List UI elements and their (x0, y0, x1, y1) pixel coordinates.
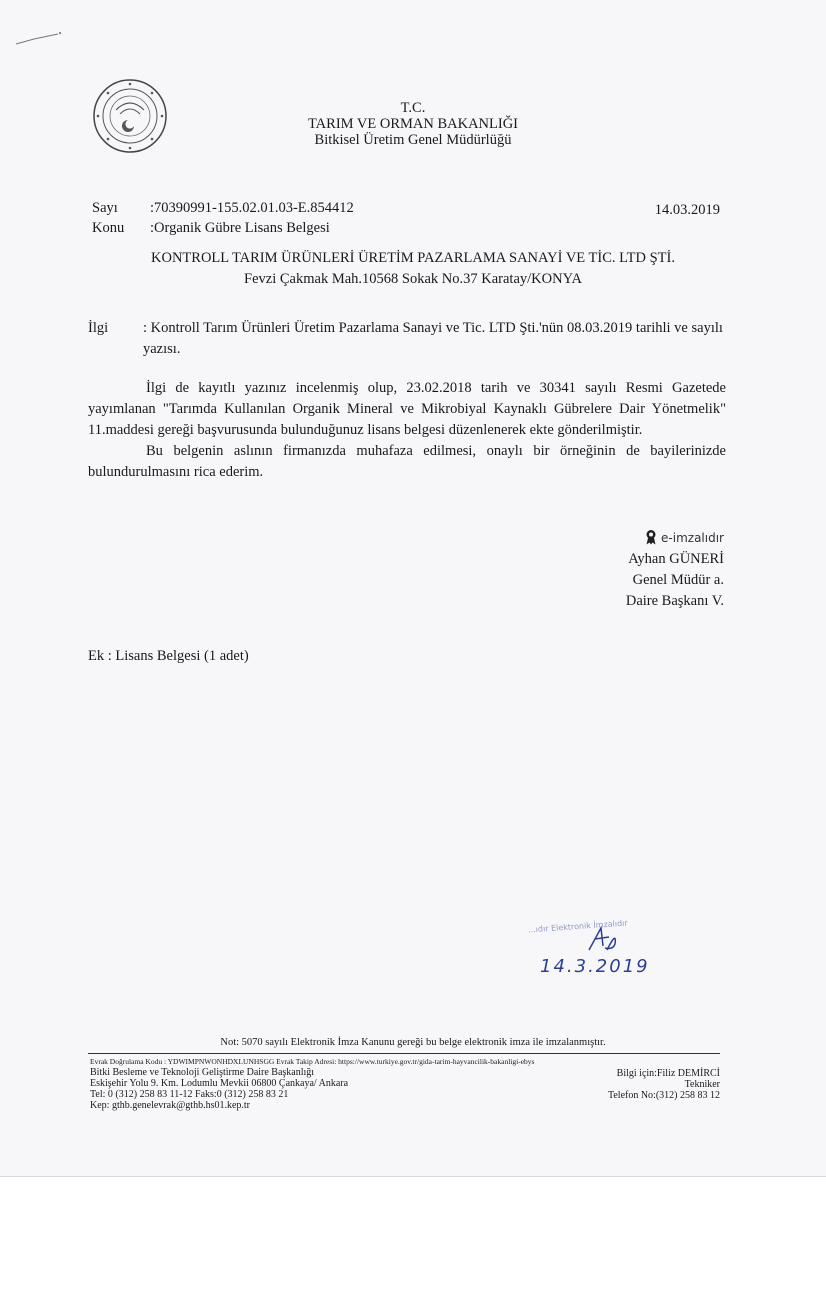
sayi-value: :70390991-155.02.01.03-E.854412 (150, 200, 354, 216)
verification-code: Evrak Doğrulama Kodu : YDWIMPNWONHDXLUNHSGG Evrak Takip Adresi: https://www.turkiye.gov.tr/gida-tarim-hayvancilik-bakanligi-ebys (90, 1057, 535, 1066)
contact-title: Tekniker (684, 1079, 720, 1090)
body-paragraph-2: Bu belgenin aslının firmanızda muhafaza edilmesi, onaylı bir örneğinin de bayilerinizde bulundurulmasını rica ederim. (88, 443, 726, 480)
footer-kep: Kep: gthb.genelevrak@gthb.hs01.kep.tr (90, 1100, 251, 1111)
scan-mark (14, 30, 64, 46)
ministry-name: TARIM VE ORMAN BAKANLIĞI (307, 116, 519, 132)
directorate-name: Bitkisel Üretim Genel Müdürlüğü (314, 132, 512, 148)
addressee-company: KONTROLL TARIM ÜRÜNLERİ ÜRETİM PAZARLAMA SANAYİ VE TİC. LTD ŞTİ. (151, 250, 675, 266)
ministry-header (0, 100, 826, 148)
contact-person: Bilgi için:Filiz DEMİRCİ (616, 1068, 720, 1079)
ribbon-badge-icon (645, 529, 657, 545)
konu-label: Konu (92, 220, 125, 236)
handwritten-initials-icon (583, 924, 623, 954)
sayi-label: Sayı (92, 200, 118, 216)
contact-phone: Telefon No:(312) 258 83 12 (607, 1090, 720, 1101)
document-date: 14.03.2019 (654, 202, 720, 218)
addressee-block (0, 248, 826, 290)
footer-unit: Bitki Besleme ve Teknoloji Geliştirme Daire Başkanlığı (90, 1067, 315, 1078)
stamp-header: ...ıdır Elektronik İmzalıdır (527, 918, 628, 935)
letter-body (88, 378, 726, 483)
signer-title-1: Genel Müdür a. (632, 572, 724, 588)
stamp-date: 14.3.2019 (540, 956, 650, 977)
konu-value: :Organik Gübre Lisans Belgesi (150, 220, 330, 236)
footer-right (608, 1068, 720, 1101)
signer-name: Ayhan GÜNERİ (628, 551, 724, 567)
attachment-label: Ek : (88, 648, 112, 664)
receipt-stamp (528, 918, 668, 988)
footer-divider (88, 1053, 720, 1054)
ilgi-label: İlgi (88, 320, 109, 336)
footer-address: Eskişehir Yolu 9. Km. Lodumlu Mevkii 06800 Çankaya/ Ankara (90, 1078, 349, 1089)
body-paragraph-1: İlgi de kayıtlı yazınız incelenmiş olup, 23.02.2018 tarih ve 30341 sayılı Resmi Gazetede yayımlanan "Tarımda Kullanılan Organik Mineral ve Mikrobiyal Kaynaklı Gübrelere Dair Yönetmelik" 11.maddesi gereği başvurusunda bulunduğunuz lisans belgesi düzenlenerek ekte gönderilmiştir. (88, 380, 726, 438)
e-signature-label: e-imzalıdır (661, 531, 724, 545)
addressee-address: Fevzi Çakmak Mah.10568 Sokak No.37 Karatay/KONYA (244, 271, 582, 287)
attachment-value: Lisans Belgesi (1 adet) (115, 648, 249, 664)
ilgi-text: : Kontroll Tarım Ürünleri Üretim Pazarlama Sanayi ve Tic. LTD Şti.'nün 08.03.2019 tarihli ve sayılı yazısı. (143, 320, 723, 357)
signature-block (626, 528, 724, 612)
e-signature-note: Not: 5070 sayılı Elektronik İmza Kanunu gereği bu belge elektronik imza ile imzalanmıştır. (220, 1037, 606, 1048)
signer-title-2: Daire Başkanı V. (625, 593, 724, 609)
footer-left (90, 1057, 534, 1111)
footer-phone: Tel: 0 (312) 258 83 11-12 Faks:0 (312) 258 83 21 (90, 1089, 289, 1100)
country-label: T.C. (400, 100, 426, 116)
attachment-line (88, 646, 249, 666)
